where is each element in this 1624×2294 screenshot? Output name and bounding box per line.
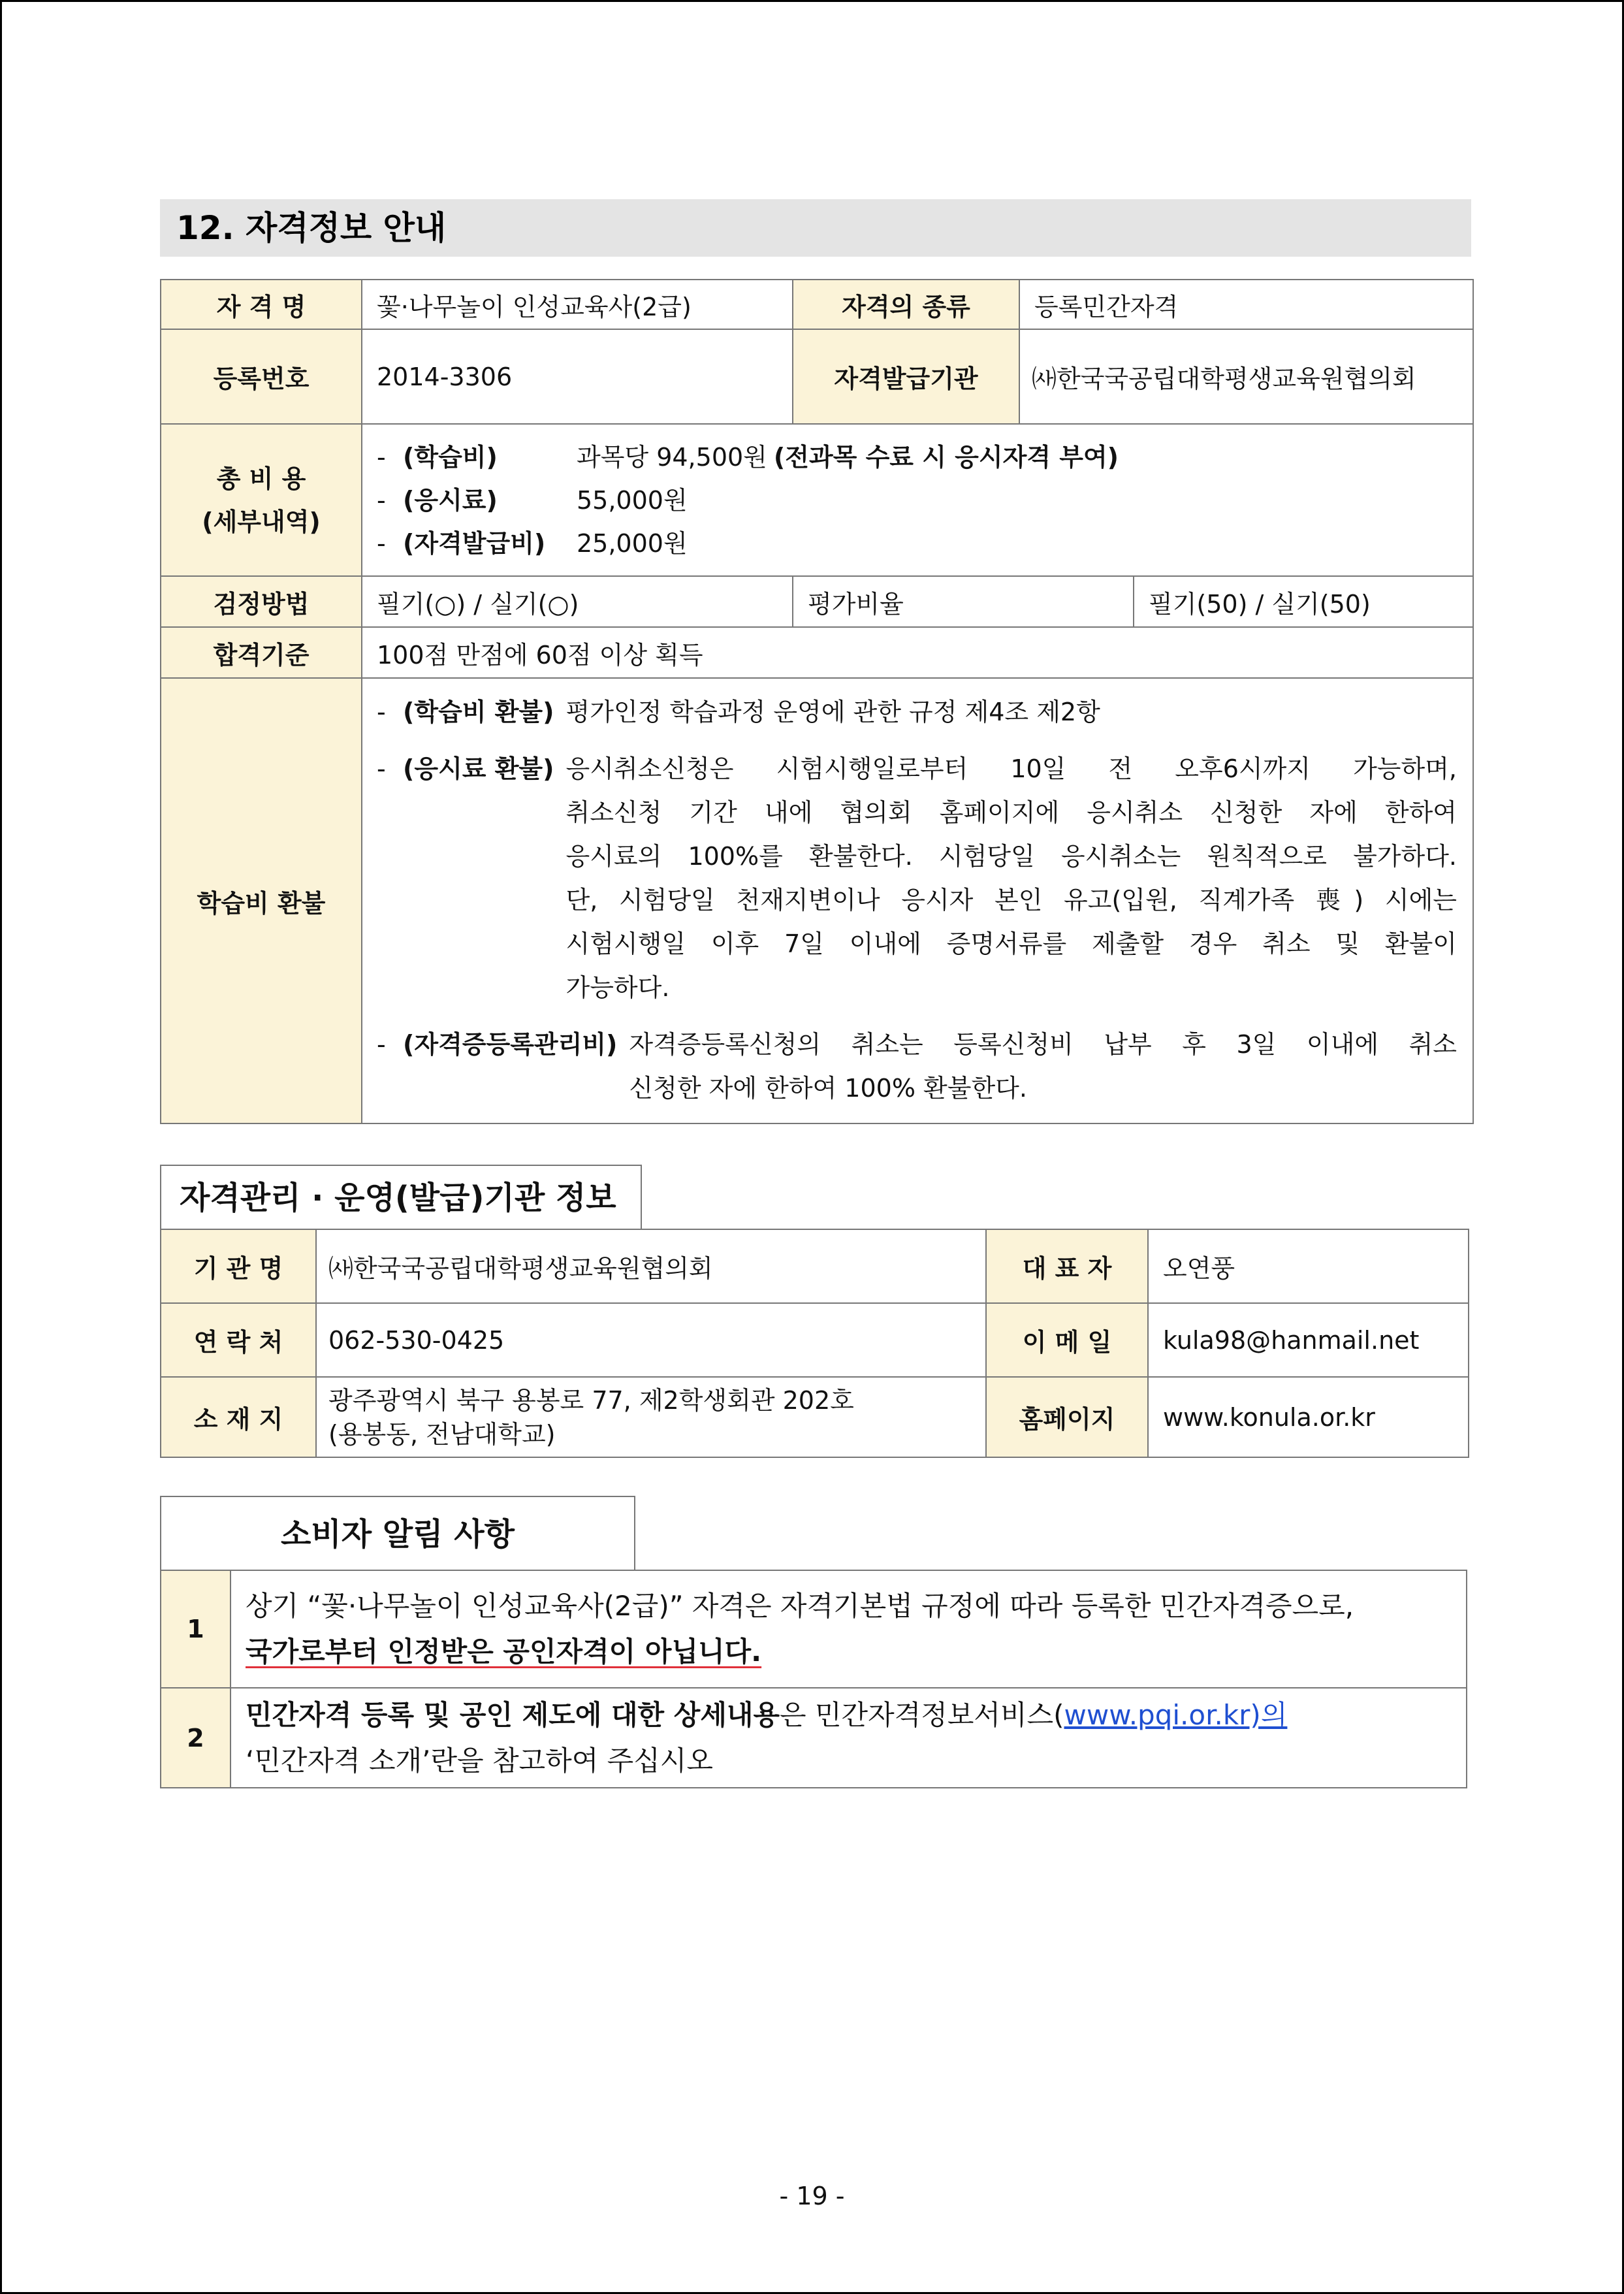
email-value: kula98@hanmail.net — [1148, 1303, 1469, 1377]
refund-item — [377, 1023, 1457, 1110]
notice-number: 1 — [161, 1570, 231, 1688]
pass-label: 합격기준 — [161, 627, 362, 678]
cost-line — [377, 522, 1472, 565]
org-name: ㈔한국국공립대학평생교육원협의회 — [316, 1229, 986, 1303]
notice-bold: 민간자격 등록 및 공인 제도에 대한 상세내용 — [246, 1698, 780, 1731]
cost-details — [362, 424, 1473, 576]
refund-line: 응시취소신청은 시험시행일로부터 10일 전 오후6시까지 가능하며, — [565, 754, 1457, 783]
cost-note: (전과목 수료 시 응시자격 부여) — [773, 442, 1119, 472]
refund-line: 가능하다. — [565, 973, 670, 1002]
ceo-value: 오연풍 — [1148, 1229, 1469, 1303]
org-info-title: 자격관리 · 운영(발급)기관 정보 — [160, 1165, 642, 1229]
notice-emphasis: 국가로부터 인정받은 공인자격이 아닙니다. — [246, 1636, 762, 1668]
qualification-table — [160, 279, 1474, 1124]
dash: - — [377, 528, 386, 558]
method-label: 검정방법 — [161, 576, 362, 627]
refund-details — [362, 678, 1473, 1123]
address-value — [316, 1377, 986, 1457]
org-info-table — [160, 1229, 1469, 1458]
dash: - — [377, 442, 386, 472]
cost-tag: (학습비) — [403, 442, 498, 472]
cost-line — [377, 479, 1472, 522]
qualification-type: 등록민간자격 — [1019, 280, 1473, 329]
notice-line: 상기 “꽃·나무놀이 인성교육사(2급)” 자격은 자격기본법 규정에 따라 등록한 민간자격증으로, — [246, 1590, 1354, 1622]
org-name-label: 기 관 명 — [161, 1229, 316, 1303]
cost-label-line1: 총 비 용 — [216, 464, 306, 493]
refund-tag: (자격증등록관리비) — [403, 1030, 618, 1059]
cost-label — [161, 424, 362, 576]
homepage-label: 홈페이지 — [986, 1377, 1148, 1457]
refund-tag: (학습비 환불) — [403, 698, 554, 726]
type-label: 자격의 종류 — [793, 280, 1019, 329]
email-label: 이 메 일 — [986, 1303, 1148, 1377]
refund-line: 신청한 자에 한하여 100% 환불한다. — [629, 1074, 1027, 1103]
homepage-value[interactable]: www.konula.or.kr — [1148, 1377, 1469, 1457]
notice-number: 2 — [161, 1688, 231, 1788]
dash: - — [377, 1030, 386, 1059]
method-value: 필기(○) / 실기(○) — [362, 576, 793, 627]
dash: - — [377, 754, 386, 783]
dash: - — [377, 485, 386, 515]
contact-label: 연 락 처 — [161, 1303, 316, 1377]
refund-line: 취소신청 기간 내에 협의회 홈페이지에 응시취소 신청한 자에 한하여 — [565, 798, 1457, 827]
dash: - — [377, 698, 386, 726]
pqi-link[interactable]: www.pqi.or.kr)의 — [1064, 1698, 1288, 1731]
refund-item — [377, 690, 1457, 734]
refund-line: 단, 시험당일 천재지변이나 응시자 본인 유고(입원, 직계가족 喪) 시에는 — [565, 886, 1457, 914]
cost-line — [377, 436, 1472, 479]
cost-tag: (응시료) — [403, 485, 498, 515]
contact-value: 062-530-0425 — [316, 1303, 986, 1377]
refund-line: 자격증등록신청의 취소는 등록신청비 납부 후 3일 이내에 취소 — [629, 1030, 1457, 1059]
reg-label: 등록번호 — [161, 329, 362, 424]
issuer: ㈔한국국공립대학평생교육원협의회 — [1019, 329, 1473, 424]
notice-line: ‘민간자격 소개’란을 참고하여 주십시오 — [246, 1744, 713, 1777]
refund-item — [377, 747, 1457, 1010]
ratio-label: 평가비율 — [793, 576, 1134, 627]
page-number: - 19 - — [779, 2182, 845, 2210]
ceo-label: 대 표 자 — [986, 1229, 1148, 1303]
consumer-notice-title: 소비자 알림 사항 — [160, 1496, 635, 1570]
reg-number: 2014-3306 — [362, 329, 793, 424]
consumer-notice-table — [160, 1570, 1467, 1788]
cost-amount: 55,000원 — [577, 485, 688, 515]
notice-text: 은 민간자격정보서비스( — [780, 1698, 1064, 1731]
cost-tag: (자격발급비) — [403, 528, 546, 558]
refund-label: 학습비 환불 — [161, 678, 362, 1123]
cost-amount: 과목당 94,500원 — [577, 442, 767, 472]
name-label: 자 격 명 — [161, 280, 362, 329]
refund-tag: (응시료 환불) — [403, 754, 554, 783]
issuer-label: 자격발급기관 — [793, 329, 1019, 424]
address-label: 소 재 지 — [161, 1377, 316, 1457]
address-line: 광주광역시 북구 용봉로 77, 제2학생회관 202호 — [328, 1385, 854, 1415]
refund-line: 평가인정 학습과정 운영에 관한 규정 제4조 제2항 — [565, 698, 1100, 726]
cost-amount: 25,000원 — [577, 528, 688, 558]
pass-value: 100점 만점에 60점 이상 획득 — [362, 627, 1473, 678]
notice-item — [231, 1570, 1467, 1688]
refund-line: 시험시행일 이후 7일 이내에 증명서류를 제출할 경우 취소 및 환불이 — [565, 929, 1457, 958]
cost-label-line2: (세부내역) — [202, 507, 321, 536]
qualification-name: 꽃·나무놀이 인성교육사(2급) — [362, 280, 793, 329]
ratio-value: 필기(50) / 실기(50) — [1134, 576, 1473, 627]
address-line: (용봉동, 전남대학교) — [328, 1419, 556, 1449]
notice-item — [231, 1688, 1467, 1788]
refund-line: 응시료의 100%를 환불한다. 시험당일 응시취소는 원칙적으로 불가하다. — [565, 842, 1457, 871]
section-title: 12. 자격정보 안내 — [160, 199, 1471, 257]
